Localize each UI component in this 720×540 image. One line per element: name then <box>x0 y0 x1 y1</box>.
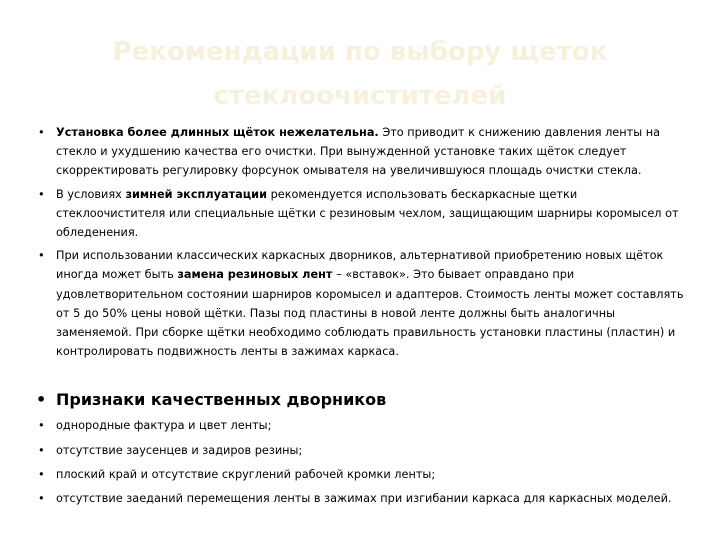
slide-body <box>36 123 686 513</box>
recommendation-item <box>36 185 686 243</box>
recommendation-text: При использовании классических каркасных дворников, альтернативой приобретению новых щёток иногда может быть <box>56 249 664 282</box>
bullet-icon: • <box>38 126 45 139</box>
quality-sign-item <box>36 441 686 460</box>
recommendation-item <box>36 123 686 181</box>
recommendation-text: – «вставок». Это бывает оправдано при удовлетворительном состоянии шарниров коромысел и адаптеров. Стоимость ленты может составлять от 5 до 50% цены новой щётки. Пазы под пластины в новой ленте должны быть аналогичны заменяемой. При сборке щётки необходимо соблюдать правильность установки пластины (пластин) и контролировать подвижность ленты в зажимах каркаса. <box>56 268 684 359</box>
quality-sign-text: отсутствие заусенцев и задиров резины; <box>56 443 303 457</box>
recommendation-item <box>36 246 686 361</box>
recommendation-text: рекомендуется использовать бескаркасные щетки стеклоочистителя или специальные щётки с резиновым чехлом, защищающим шарниры коромысел от обледенения. <box>56 187 679 240</box>
quality-sign-item <box>36 416 686 435</box>
quality-heading-text: Признаки качественных дворников <box>56 390 387 410</box>
recommendation-text: В условиях <box>56 187 126 201</box>
bullet-icon: • <box>36 390 47 410</box>
bullet-icon: • <box>38 467 45 481</box>
quality-heading <box>36 388 686 412</box>
recommendation-bold-lead: Установка более длинных щёток нежелательна. <box>56 126 379 139</box>
bullet-icon: • <box>38 249 45 263</box>
quality-sign-text: отсутствие заеданий перемещения ленты в зажимах при изгибании каркаса для каркасных моделей. <box>56 492 672 506</box>
quality-sign-item <box>36 465 686 484</box>
bullet-icon: • <box>38 443 45 457</box>
bullet-icon: • <box>38 492 45 506</box>
quality-sign-text: плоский край и отсутствие скруглений рабочей кромки ленты; <box>56 467 436 481</box>
recommendation-bold: замена резиновых лент <box>177 268 333 282</box>
quality-sign-text: однородные фактура и цвет ленты; <box>56 419 272 433</box>
recommendation-bold: зимней эксплуатации <box>125 187 267 201</box>
bullet-icon: • <box>38 419 45 433</box>
bullet-icon: • <box>38 187 45 201</box>
recommendation-text: Это приводит к снижению давления ленты на стекло и ухудшению качества его очистки. При вынужденной установке таких щёток следует скорректировать регулировку форсунок омывателя на увеличившуюся площадь очистки стекла. <box>56 126 661 178</box>
quality-sign-item <box>36 489 686 508</box>
slide-title: Рекомендации по выбору щеток стеклоочистителей <box>112 37 608 111</box>
